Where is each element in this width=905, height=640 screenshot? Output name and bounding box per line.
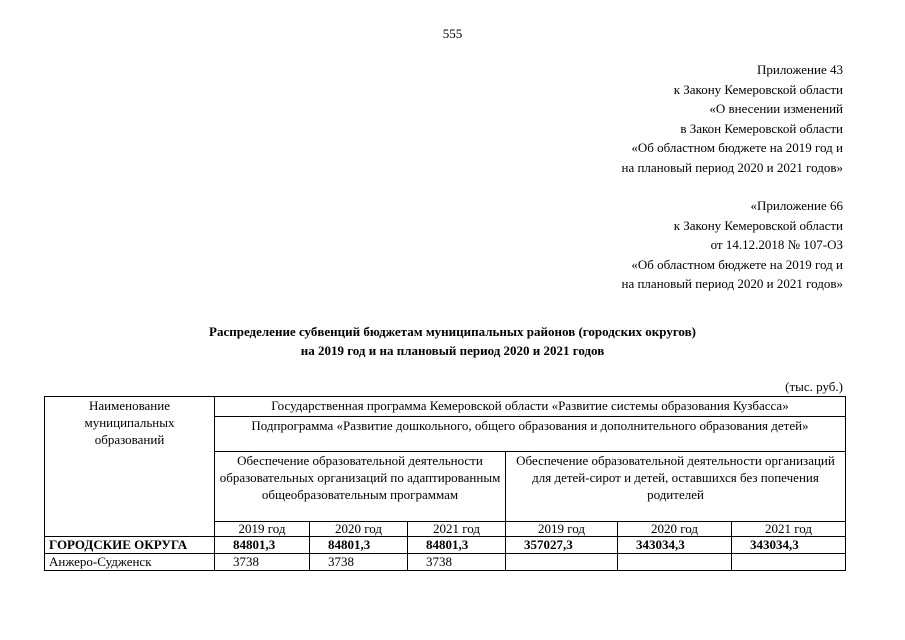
- row-name: Анжеро-Судженск: [45, 554, 215, 571]
- header-adapted-programs: Обеспечение образовательной деятельности образовательных организаций по адаптированным общеобразовательным программам: [215, 452, 506, 522]
- appendix-line: на плановый период 2020 и 2021 годов»: [621, 276, 843, 291]
- units-label: (тыс. руб.): [785, 379, 843, 394]
- appendix-line: «Об областном бюджете на 2019 год и: [631, 140, 843, 155]
- table-cell: 84801,3: [215, 537, 310, 554]
- header-municipality-name: Наименование муниципальных образований: [45, 397, 215, 537]
- title-line-2: на 2019 год и на плановый период 2020 и 2021 годов: [300, 343, 605, 358]
- document-title: [0, 322, 905, 360]
- table-cell: 84801,3: [310, 537, 408, 554]
- appendix-43-reference: [622, 60, 844, 177]
- row-name: ГОРОДСКИЕ ОКРУГА: [45, 537, 215, 554]
- appendix-line: к Закону Кемеровской области: [673, 81, 843, 97]
- appendix-line: Приложение 43: [756, 62, 843, 77]
- appendix-line: на плановый период 2020 и 2021 годов»: [621, 159, 843, 175]
- appendix-line: «Об областном бюджете на 2019 год и: [631, 256, 843, 272]
- appendix-line: в Закон Кемеровской области: [680, 120, 843, 136]
- table-cell: 357027,3: [506, 537, 618, 554]
- header-subprogram: Подпрограмма «Развитие дошкольного, общего образования и дополнительного образования детей»: [215, 417, 846, 452]
- table-cell: 3738: [215, 554, 310, 571]
- table-cell: 3738: [310, 554, 408, 571]
- appendix-line: «Приложение 66: [750, 198, 843, 213]
- table-cell: 3738: [408, 554, 506, 571]
- year-header: 2020 год: [310, 522, 408, 537]
- page-number: 555: [442, 26, 463, 41]
- year-header: 2020 год: [618, 522, 732, 537]
- table-cell: 84801,3: [408, 537, 506, 554]
- table-row-city-districts: [45, 537, 846, 554]
- year-header: 2021 год: [732, 522, 846, 537]
- table-cell: [506, 554, 618, 571]
- table-cell: 343034,3: [618, 537, 732, 554]
- year-header: 2019 год: [506, 522, 618, 537]
- appendix-line: к Закону Кемеровской области: [673, 217, 843, 233]
- table-cell: [732, 554, 846, 571]
- header-program: Государственная программа Кемеровской области «Развитие системы образования Кузбасса»: [215, 397, 846, 417]
- year-header: 2021 год: [408, 522, 506, 537]
- table-cell: [618, 554, 732, 571]
- appendix-line: от 14.12.2018 № 107-ОЗ: [710, 237, 843, 252]
- appendix-66-reference: [622, 196, 844, 294]
- table-row-anzhero-sudzhensk: [45, 554, 846, 571]
- header-orphan-organizations: Обеспечение образовательной деятельности организаций для детей-сирот и детей, оставшихся без попечения родителей: [506, 452, 846, 522]
- table-cell: 343034,3: [732, 537, 846, 554]
- year-header: 2019 год: [215, 522, 310, 537]
- subventions-table: [44, 396, 846, 571]
- title-line-1: Распределение субвенций бюджетам муниципальных районов (городских округов): [209, 324, 696, 339]
- appendix-line: «О внесении изменений: [709, 101, 843, 116]
